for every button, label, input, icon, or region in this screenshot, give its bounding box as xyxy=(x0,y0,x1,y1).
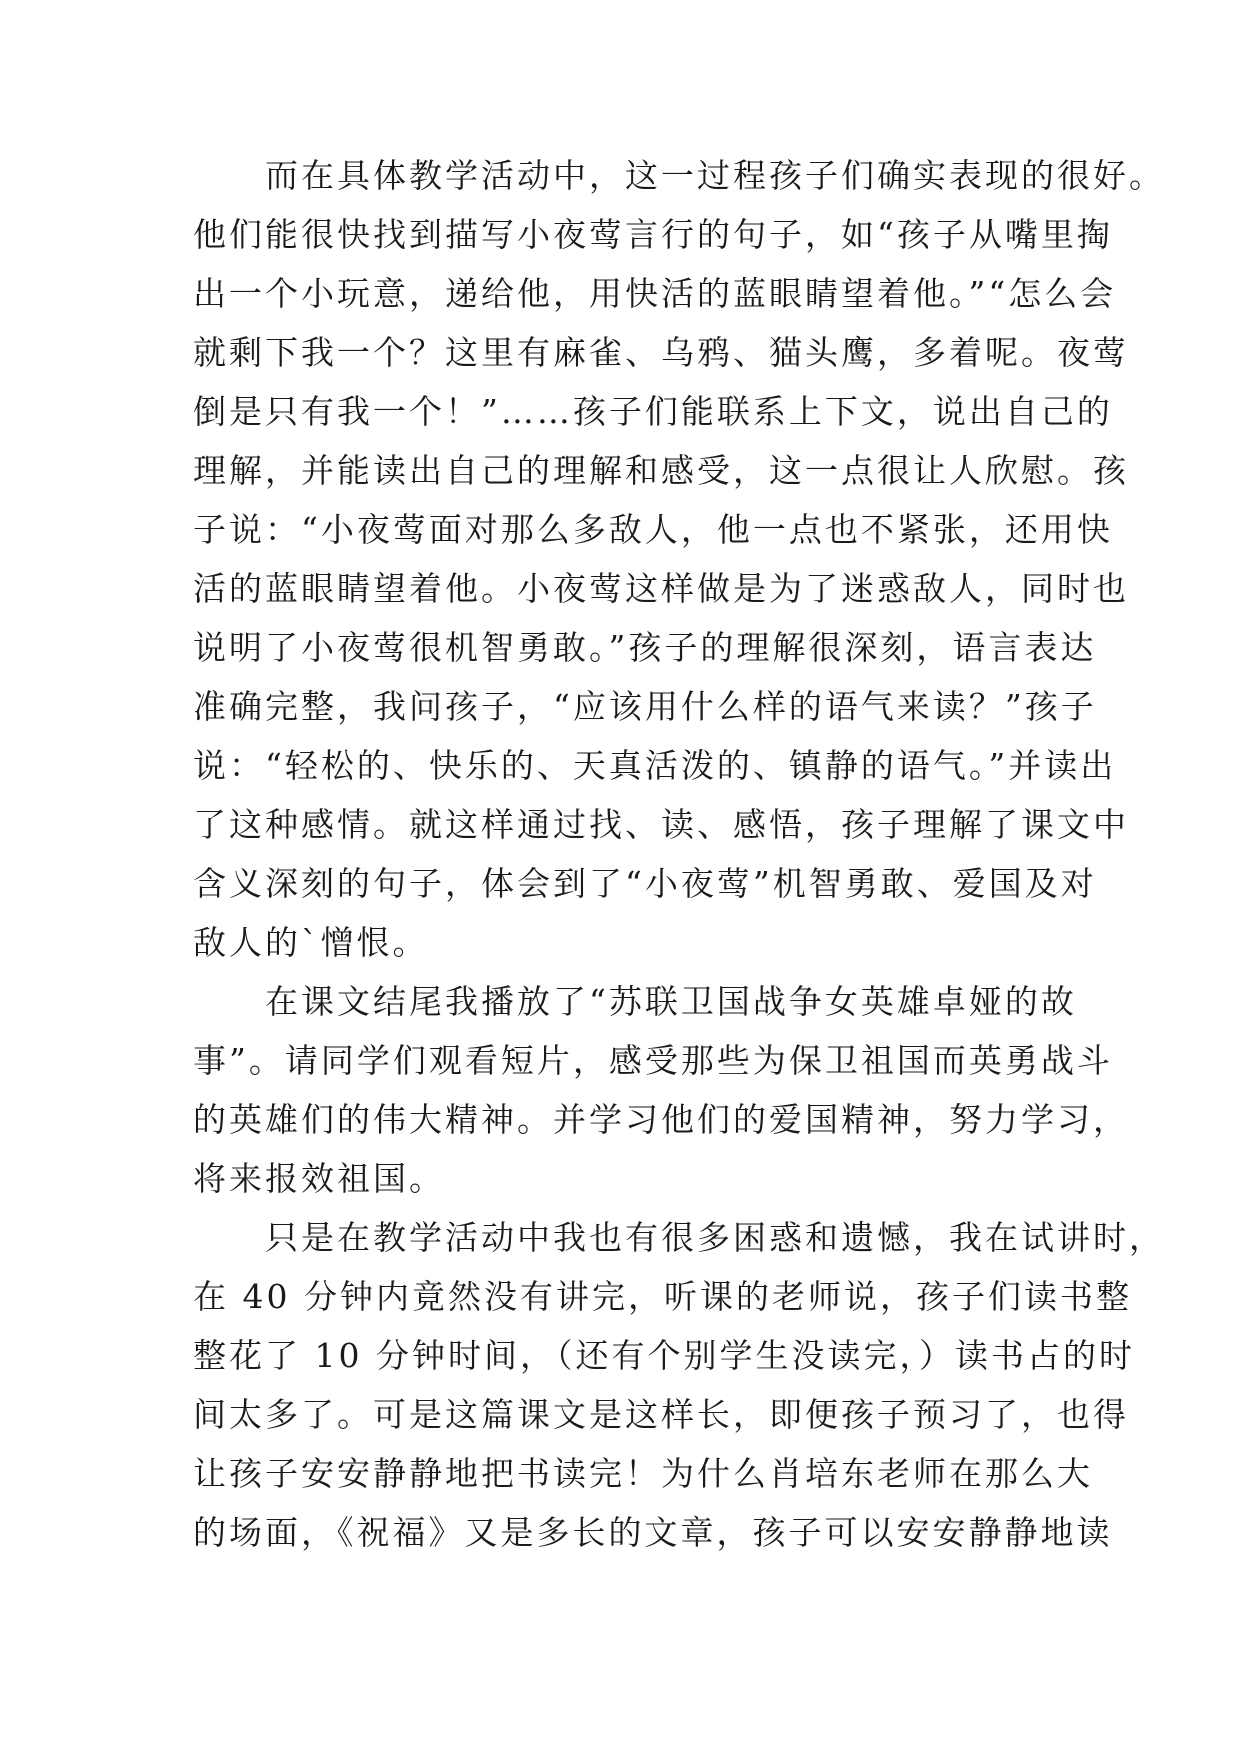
text-line: 只是在教学活动中我也有很多困惑和遗憾，我在试讲时， xyxy=(193,1218,1165,1257)
text-line: 而在具体教学活动中，这一过程孩子们确实表现的很好。 xyxy=(193,156,1165,195)
text-line: 整花了 10 分钟时间，（还有个别学生没读完，）读书占的时 xyxy=(193,1336,1135,1375)
text-line: 他们能很快找到描写小夜莺言行的句子，如“孩子从嘴里掏 xyxy=(193,215,1113,254)
text-line: 的英雄们的伟大精神。并学习他们的爱国精神，努力学习， xyxy=(193,1100,1129,1139)
text-line: 将来报效祖国。 xyxy=(193,1159,445,1198)
text-line: 准确完整，我问孩子，“应该用什么样的语气来读？”孩子 xyxy=(193,687,1097,726)
text-line: 让孩子安安静静地把书读完！为什么肖培东老师在那么大 xyxy=(193,1454,1093,1493)
text-line: 的场面，《祝福》又是多长的文章，孩子可以安安静静地读 xyxy=(193,1513,1113,1552)
text-line: 敌人的`憎恨。 xyxy=(193,923,429,962)
text-line: 事”。请同学们观看短片，感受那些为保卫祖国而英勇战斗 xyxy=(193,1041,1113,1080)
text-line: 说：“轻松的、快乐的、天真活泼的、镇静的语气。”并读出 xyxy=(193,746,1117,785)
text-line: 就剩下我一个？这里有麻雀、乌鸦、猫头鹰，多着呢。夜莺 xyxy=(193,333,1129,372)
text-line: 活的蓝眼睛望着他。小夜莺这样做是为了迷惑敌人，同时也 xyxy=(193,569,1129,608)
text-line: 子说：“小夜莺面对那么多敌人，他一点也不紧张，还用快 xyxy=(193,510,1113,549)
text-line: 理解，并能读出自己的理解和感受，这一点很让人欣慰。孩 xyxy=(193,451,1129,490)
text-line: 了这种感情。就这样通过找、读、感悟，孩子理解了课文中 xyxy=(193,805,1129,844)
text-line: 说明了小夜莺很机智勇敢。”孩子的理解很深刻，语言表达 xyxy=(193,628,1097,667)
text-line: 在课文结尾我播放了“苏联卫国战争女英雄卓娅的故 xyxy=(193,982,1077,1021)
text-line: 出一个小玩意，递给他，用快活的蓝眼睛望着他。”“怎么会 xyxy=(193,274,1117,313)
text-line: 间太多了。可是这篇课文是这样长，即便孩子预习了，也得 xyxy=(193,1395,1129,1434)
text-line: 含义深刻的句子，体会到了“小夜莺”机智勇敢、爱国及对 xyxy=(193,864,1097,903)
text-line: 倒是只有我一个！”……孩子们能联系上下文，说出自己的 xyxy=(193,392,1113,431)
text-line: 在 40 分钟内竟然没有讲完，听课的老师说，孩子们读书整 xyxy=(193,1277,1132,1316)
